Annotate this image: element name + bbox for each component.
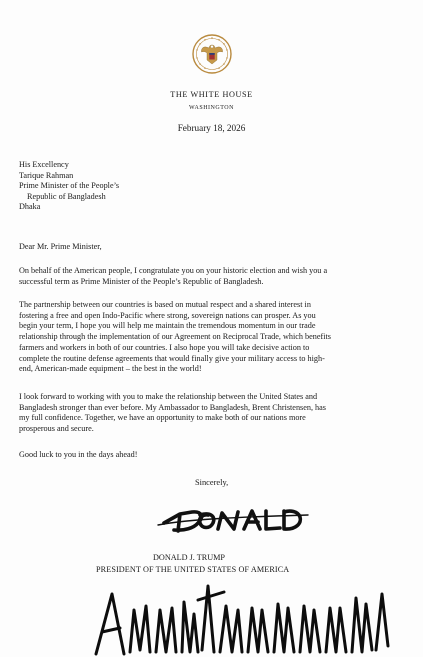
paragraph-line: prosperous and secure. bbox=[19, 424, 94, 434]
paragraph-line: complete the routine defense agreements that would finally give your military access to high- bbox=[19, 353, 325, 363]
paragraph-line: Bangladesh stronger than ever before. My Ambassador to Bangladesh, Brent Christensen, has bbox=[19, 402, 326, 412]
paragraph-line: farmers and workers in both of our countries. I also hope you will take decisive action to bbox=[19, 342, 310, 352]
recipient-honorific: His Excellency bbox=[19, 160, 69, 169]
paragraph-line: fostering a free and open Indo-Pacific where strong, sovereign nations can prosper. As you bbox=[19, 310, 316, 320]
paragraph-line: The partnership between our countries is based on mutual respect and a shared interest in bbox=[19, 300, 311, 309]
letterhead-title: THE WHITE HOUSE bbox=[170, 90, 253, 99]
recipient-name: Tarique Rahman bbox=[19, 170, 74, 180]
presidential-seal-icon bbox=[192, 34, 232, 74]
salutation: Dear Mr. Prime Minister, bbox=[19, 242, 102, 251]
letterhead-city: WASHINGTON bbox=[189, 105, 234, 111]
recipient-address bbox=[19, 160, 119, 213]
paragraph-line: end, American-made equipment – the best in the world! bbox=[19, 364, 202, 374]
paragraph-4 bbox=[19, 450, 411, 461]
recipient-office-cont: Republic of Bangladesh bbox=[27, 191, 106, 201]
paragraph-line: I look forward to working with you to make the relationship between the United States and bbox=[19, 392, 318, 401]
paragraph-1 bbox=[19, 266, 411, 287]
paragraph-3 bbox=[19, 392, 411, 435]
paragraph-line: relationship through the implementation of our Agreement on Reciprocal Trade, which benefits bbox=[19, 332, 331, 342]
trump-signature-icon bbox=[90, 580, 395, 656]
paragraph-line: begin your term, I hope you will help me maintain the tremendous momentum in our trade bbox=[19, 321, 316, 331]
handwritten-signature-small bbox=[150, 503, 320, 539]
recipient-office: Prime Minister of the People’s bbox=[19, 181, 120, 191]
paragraph-line: On behalf of the American people, I congratulate you on your historic election and wish you a bbox=[19, 266, 328, 275]
paragraph-2 bbox=[19, 300, 411, 375]
recipient-city: Dhaka bbox=[19, 202, 41, 212]
signer-name: DONALD J. TRUMP bbox=[153, 553, 225, 562]
signer-title: PRESIDENT OF THE UNITED STATES OF AMERICA bbox=[96, 565, 290, 574]
paragraph-line: Good luck to you in the days ahead! bbox=[19, 450, 138, 459]
paragraph-line: my full confidence. Together, we have an opportunity to make both of our nations more bbox=[19, 413, 306, 423]
closing: Sincerely, bbox=[195, 478, 229, 487]
letter-date: February 18, 2026 bbox=[177, 123, 246, 133]
paragraph-line: successful term as Prime Minister of the People’s Republic of Bangladesh. bbox=[19, 276, 264, 286]
